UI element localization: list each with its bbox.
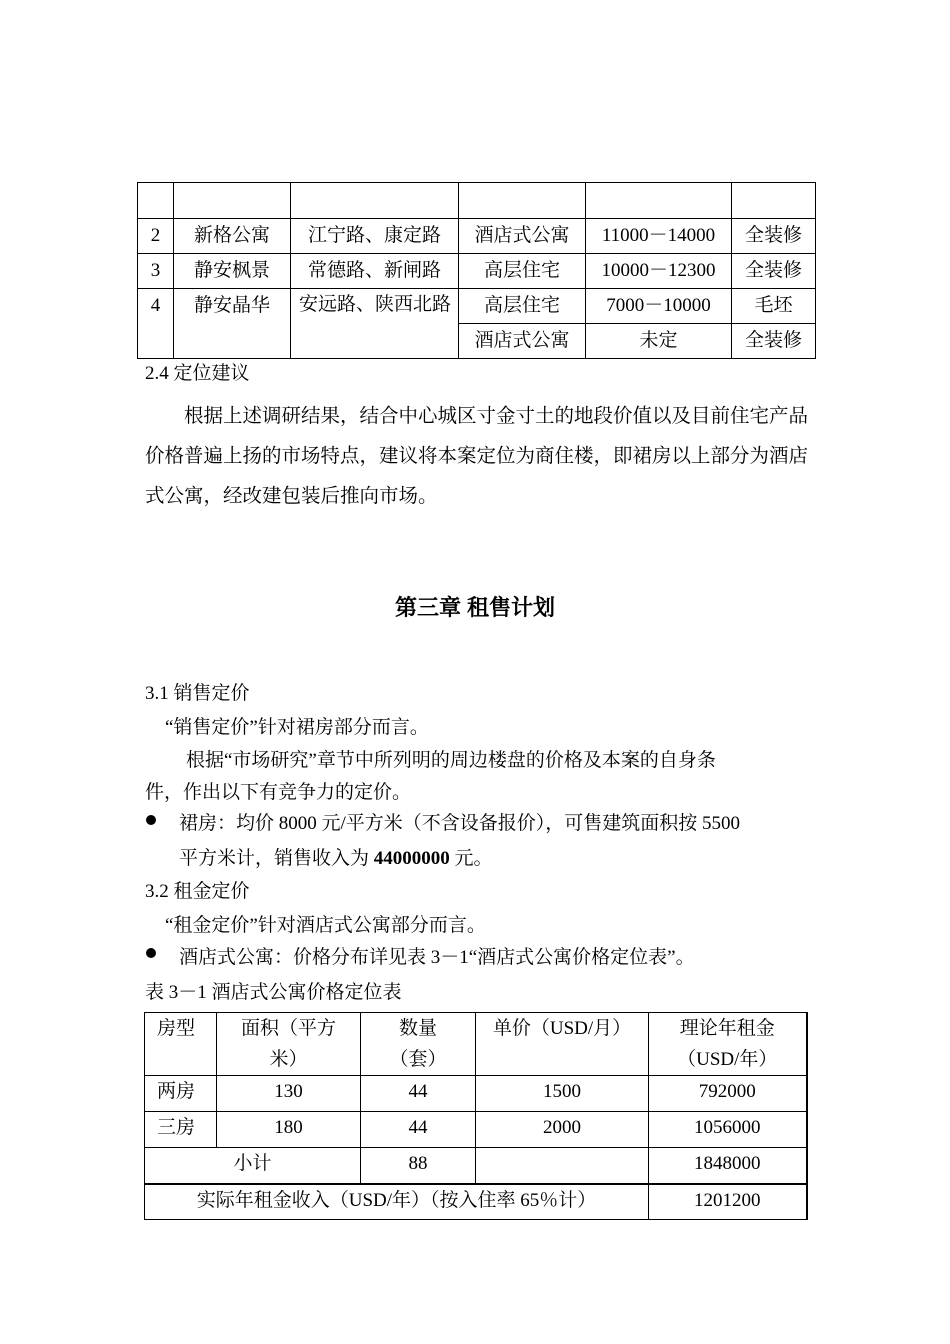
rent-pricing-intro: “租金定价”针对酒店式公寓部分而言。 [165, 915, 486, 936]
project-name: 静安枫景 [174, 254, 291, 289]
header-unit-price: 单价（USD/月） [476, 1013, 649, 1076]
table-caption: 表 3－1 酒店式公寓价格定位表 [145, 982, 402, 1003]
table-header-row [145, 1013, 807, 1076]
actual-rent-value: 1201200 [649, 1184, 807, 1220]
project-location: 常德路、新闸路 [291, 254, 459, 289]
podium-pricing-line1: 裙房：均价 8000 元/平方米（不含设备报价），可售建筑面积按 5500 [179, 813, 741, 834]
header-room-type: 房型 [145, 1013, 217, 1076]
actual-rent-row [145, 1184, 807, 1220]
header-area: 面积（平方 米） [217, 1013, 361, 1076]
annual-rent: 1056000 [649, 1112, 807, 1148]
finish-level: 全装修 [732, 324, 816, 359]
room-type: 两房 [145, 1076, 217, 1112]
table-row [138, 289, 816, 324]
subtotal-quantity: 88 [361, 1148, 476, 1185]
annual-rent: 792000 [649, 1076, 807, 1112]
sales-pricing-paragraph-line2: 件，作出以下有竞争力的定价。 [145, 782, 412, 803]
apartment-pricing-bullet: 酒店式公寓：价格分布详见表 3－1“酒店式公寓价格定位表”。 [179, 947, 695, 968]
table-row [145, 1112, 807, 1148]
property-type: 酒店式公寓 [459, 219, 586, 254]
row-number: 4 [138, 289, 174, 359]
table-row [138, 254, 816, 289]
subtotal-rent: 1848000 [649, 1148, 807, 1185]
apartment-pricing-table [144, 1012, 808, 1220]
quantity: 44 [361, 1112, 476, 1148]
section-title-3-2: 3.2 租金定价 [145, 881, 250, 902]
bullet-dot [146, 948, 156, 958]
property-type: 高层住宅 [459, 254, 586, 289]
unit-price: 1500 [476, 1076, 649, 1112]
project-name: 新格公寓 [174, 219, 291, 254]
table-row [145, 1076, 807, 1112]
project-comparison-table [137, 182, 816, 359]
price-range: 未定 [586, 324, 732, 359]
actual-rent-label: 实际年租金收入（USD/年）（按入住率 65％计） [145, 1184, 649, 1220]
finish-level: 全装修 [732, 254, 816, 289]
sales-revenue-value: 44000000 [373, 848, 450, 869]
header-quantity: 数量 （套） [361, 1013, 476, 1076]
table-row [138, 219, 816, 254]
header-annual-rent: 理论年租金 （USD/年） [649, 1013, 807, 1076]
price-range: 10000－12300 [586, 254, 732, 289]
sales-pricing-paragraph-line1: 根据“市场研究”章节中所列明的周边楼盘的价格及本案的自身条 [186, 750, 716, 771]
finish-level: 毛坯 [732, 289, 816, 324]
quantity: 44 [361, 1076, 476, 1112]
price-range: 11000－14000 [586, 219, 732, 254]
chapter-title: 第三章 租售计划 [394, 595, 556, 620]
area: 180 [217, 1112, 361, 1148]
project-name: 静安晶华 [174, 289, 291, 359]
row-number: 2 [138, 219, 174, 254]
table-row [138, 183, 816, 219]
podium-pricing-line2: 平方米计，销售收入为 44000000 元。 [179, 848, 493, 869]
subtotal-label: 小计 [145, 1148, 361, 1185]
price-range: 7000－10000 [586, 289, 732, 324]
project-location: 江宁路、康定路 [291, 219, 459, 254]
positioning-paragraph: 根据上述调研结果，结合中心城区寸金寸土的地段价值以及目前住宅产品价格普遍上扬的市场特点，建议将本案定位为商住楼，即裙房以上部分为酒店式公寓，经改建包装后推向市场。 [145, 406, 809, 507]
row-number: 3 [138, 254, 174, 289]
finish-level: 全装修 [732, 219, 816, 254]
area: 130 [217, 1076, 361, 1112]
room-type: 三房 [145, 1112, 217, 1148]
bullet-dot [146, 815, 156, 825]
property-type: 高层住宅 [459, 289, 586, 324]
project-location: 安远路、陕西北路 [291, 289, 459, 359]
section-title-2-4: 2.4 定位建议 [145, 363, 250, 384]
section-title-3-1: 3.1 销售定价 [145, 683, 250, 704]
subtotal-row [145, 1148, 807, 1185]
sales-pricing-intro: “销售定价”针对裙房部分而言。 [165, 717, 429, 738]
unit-price: 2000 [476, 1112, 649, 1148]
property-type: 酒店式公寓 [459, 324, 586, 359]
